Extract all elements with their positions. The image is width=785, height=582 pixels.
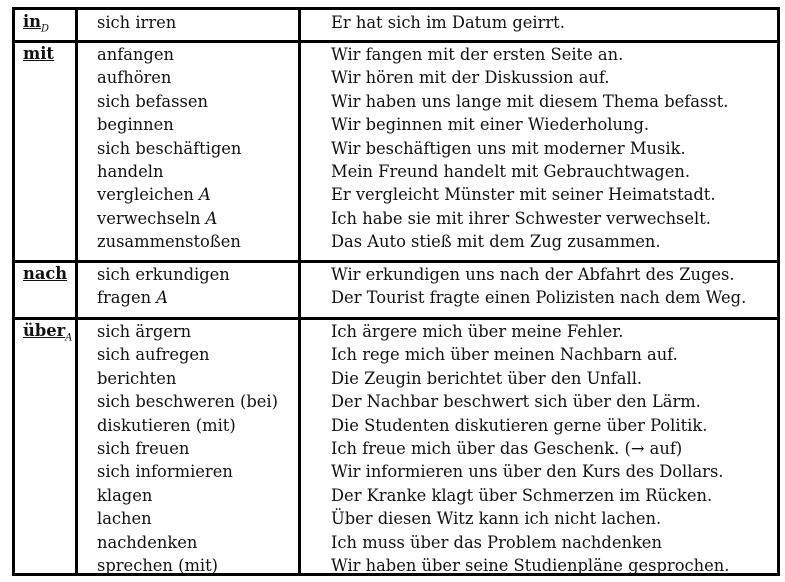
example-sentence: Wir beginnen mit einer Wiederholung. (331, 115, 650, 135)
verb-text: sich beschweren (bei) (97, 392, 278, 412)
example-sentence: Wir hören mit der Diskussion auf. (331, 68, 610, 88)
verb (97, 460, 233, 483)
table-row (15, 554, 777, 577)
verb (97, 66, 171, 89)
example-sentence: Er hat sich im Datum geirrt. (331, 13, 565, 32)
example-sentence: Der Nachbar beschwert sich über den Lärm. (331, 392, 701, 412)
preposition-text: in (23, 12, 42, 31)
verb (97, 113, 174, 136)
verb-text: sich ärgern (97, 322, 192, 341)
example-sentence: Der Tourist fragte einen Polizisten nach dem Weg. (331, 288, 747, 308)
verb (97, 343, 210, 366)
verb-text: lachen (97, 509, 152, 529)
preposition-text: mit (23, 44, 54, 63)
verb-text: sich aufregen (97, 345, 210, 365)
example-sentence: Der Kranke klagt über Schmerzen im Rücken. (331, 485, 713, 505)
table-row (15, 507, 777, 530)
example-sentence: Wir erkundigen uns nach der Abfahrt des Zuges. (331, 265, 735, 284)
table-row (15, 343, 777, 366)
case-marker: D (41, 23, 50, 35)
example-sentence: Ich ärgere mich über meine Fehler. (331, 322, 624, 341)
verb-text: klagen (97, 485, 153, 505)
example-sentence: Die Studenten diskutieren gerne über Politik. (331, 415, 708, 435)
verb-text: vergleichen (97, 185, 194, 205)
verb-text: nachdenken (97, 532, 198, 552)
table-row (15, 320, 777, 343)
table-row (15, 484, 777, 507)
verb-text: fragen (97, 288, 152, 308)
example-sentence: Mein Freund handelt mit Gebrauchtwagen. (331, 162, 691, 181)
table-row (15, 207, 777, 230)
verb (97, 437, 189, 460)
verb (97, 90, 208, 113)
example-sentence: Ich freue mich über das Geschenk. (→ auf) (331, 439, 683, 458)
table-row (15, 90, 777, 113)
example-sentence: Wir informieren uns über den Kurs des Dollars. (331, 462, 724, 482)
table-row (15, 414, 777, 437)
verb (97, 484, 152, 507)
verb (97, 11, 176, 34)
verb-text: sich freuen (97, 439, 190, 458)
table-row (15, 390, 777, 413)
verb-text: diskutieren (mit) (97, 415, 236, 435)
table-row (15, 160, 777, 183)
table-row (15, 11, 777, 34)
table-row (15, 286, 777, 309)
case-marker: A (205, 208, 218, 228)
verb (97, 286, 168, 309)
verb (97, 230, 241, 253)
case-marker: A (199, 185, 211, 205)
verb-text: anfangen (97, 45, 174, 64)
table-row (15, 230, 777, 253)
table-row (15, 531, 777, 554)
table-row (15, 43, 777, 66)
verb (97, 390, 278, 413)
preposition-text: über (23, 321, 66, 340)
table-row (15, 437, 777, 460)
table-row (15, 460, 777, 483)
example-sentence: Wir haben über seine Studienpläne gesprochen. (331, 556, 730, 575)
verb-text: berichten (97, 368, 177, 388)
example-sentence: Ich muss über das Problem nachdenken (331, 532, 662, 552)
verb (97, 137, 241, 160)
table-row (15, 367, 777, 390)
verb (97, 554, 218, 577)
verb-text: handeln (97, 162, 164, 181)
verb-text: sich irren (97, 13, 177, 32)
verb (97, 367, 176, 390)
table-row (15, 137, 777, 160)
table-row (15, 263, 777, 286)
verb (97, 160, 163, 183)
table-row (15, 183, 777, 206)
example-sentence: Wir beschäftigen uns mit moderner Musik. (331, 138, 686, 158)
example-sentence: Wir haben uns lange mit diesem Thema befasst. (331, 91, 729, 111)
verb (97, 507, 152, 530)
verb (97, 183, 211, 206)
verb-text: verwechseln (97, 208, 201, 228)
verb-text: beginnen (97, 115, 174, 135)
example-sentence: Über diesen Witz kann ich nicht lachen. (331, 509, 662, 529)
verb-text: sich informieren (97, 462, 233, 482)
verb-preposition-table (12, 7, 780, 576)
example-sentence: Er vergleicht Münster mit seiner Heimatstadt. (331, 185, 716, 205)
example-sentence: Das Auto stieß mit dem Zug zusammen. (331, 232, 661, 252)
verb (97, 531, 197, 554)
example-sentence: Ich habe sie mit ihrer Schwester verwechselt. (331, 208, 711, 228)
verb (97, 207, 217, 230)
verb (97, 43, 174, 66)
verb (97, 320, 191, 343)
case-marker: A (65, 332, 73, 344)
example-sentence: Wir fangen mit der ersten Seite an. (331, 45, 624, 64)
verb-text: sich beschäftigen (97, 138, 242, 158)
case-marker: A (156, 288, 169, 308)
verb-text: aufhören (97, 68, 172, 88)
preposition-text: nach (23, 264, 68, 283)
example-sentence: Ich rege mich über meinen Nachbarn auf. (331, 345, 678, 365)
table-row (15, 113, 777, 136)
verb-text: sprechen (mit) (97, 556, 218, 575)
verb-text: zusammenstoßen (97, 232, 241, 252)
table-row (15, 66, 777, 89)
verb-text: sich erkundigen (97, 265, 230, 284)
verb-text: sich befassen (97, 91, 208, 111)
verb (97, 263, 230, 286)
example-sentence: Die Zeugin berichtet über den Unfall. (331, 368, 643, 388)
verb (97, 414, 236, 437)
